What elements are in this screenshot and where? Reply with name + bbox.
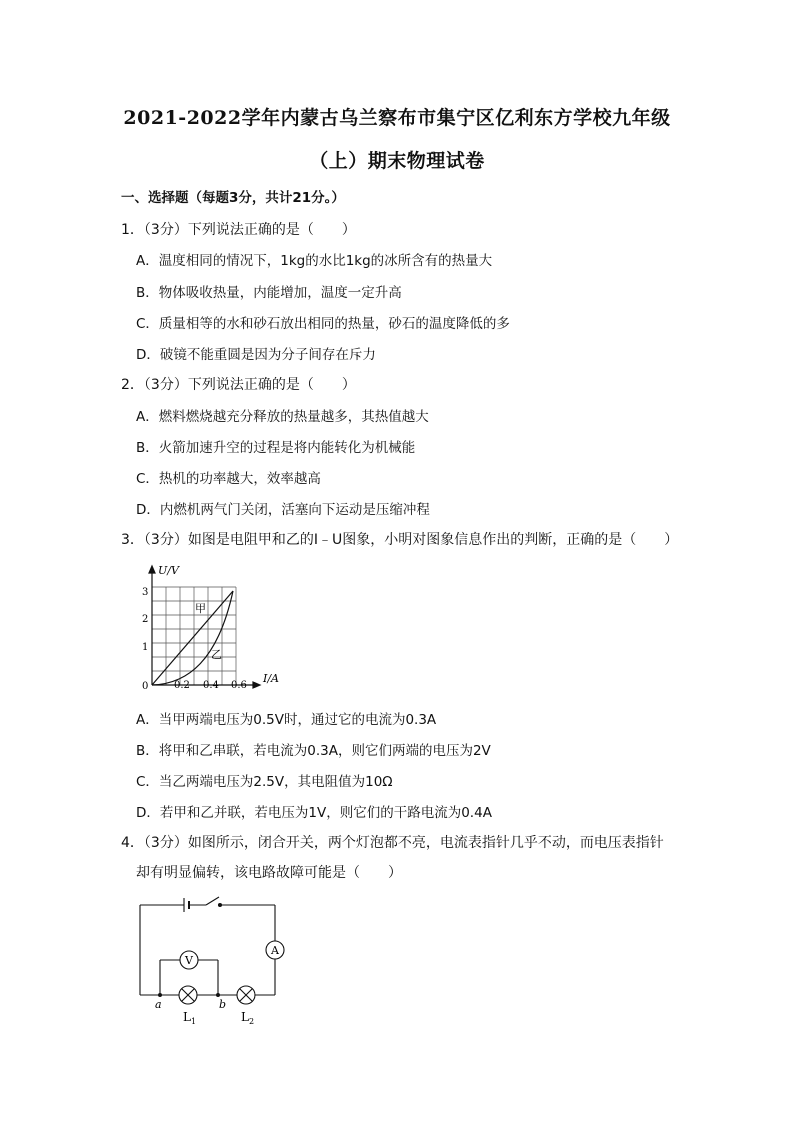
lamp-l1-label: $L_1$: [183, 1010, 197, 1026]
question-1-option-a: A．温度相同的情况下，1kg的水比1kg的冰所含有的热量大: [136, 253, 493, 269]
x-tick-0-2: 0.2: [174, 680, 190, 691]
question-1-stem: 1．（3分）下列说法正确的是（ ）: [121, 222, 356, 238]
y-axis-arrow: [149, 566, 155, 573]
curve-label-jia: 甲: [195, 602, 206, 615]
exam-title-line2: （上）期末物理试卷: [309, 150, 485, 172]
junction-a: [158, 993, 162, 997]
question-1-option-b: B．物体吸收热量，内能增加，温度一定升高: [136, 285, 402, 301]
question-2-option-b: B．火箭加速升空的过程是将内能转化为机械能: [136, 440, 416, 456]
question-3-option-d: D．若甲和乙并联，若电压为1V，则它们的干路电流为0.4A: [136, 805, 492, 821]
question-1-option-c: C．质量相等的水和砂石放出相同的热量，砂石的温度降低的多: [136, 316, 510, 332]
y-axis-label: U/V: [158, 564, 179, 577]
voltmeter-label: V: [185, 954, 193, 967]
iu-graph: [138, 560, 298, 692]
point-a-label: a: [155, 998, 162, 1011]
ammeter-label: A: [271, 944, 279, 957]
question-3-option-a: A．当甲两端电压为0.5V时，通过它的电流为0.3A: [136, 712, 437, 728]
x-axis-arrow: [253, 682, 260, 688]
question-1-option-d: D．破镜不能重圆是因为分子间存在斥力: [136, 347, 376, 363]
origin-label: 0: [142, 681, 149, 692]
question-3-option-b: B．将甲和乙串联，若电流为0.3A，则它们两端的电压为2V: [136, 743, 491, 759]
question-2-stem: 2．（3分）下列说法正确的是（ ）: [121, 377, 356, 393]
question-4-stem-line1: 4．（3分）如图所示，闭合开关，两个灯泡都不亮，电流表指针几乎不动，而电压表指针: [121, 835, 664, 851]
y-tick-2: 2: [142, 614, 149, 625]
section-heading: 一、选择题（每题3分，共计21分。）: [121, 190, 345, 206]
y-tick-1: 1: [142, 642, 149, 653]
question-3-stem: 3．（3分）如图是电阻甲和乙的I﹣U图象，小明对图象信息作出的判断，正确的是（ ）: [121, 532, 679, 548]
x-axis-label: I/A: [263, 672, 279, 685]
y-tick-3: 3: [142, 587, 149, 598]
question-4-stem-line2: 却有明显偏转，该电路故障可能是（ ）: [136, 865, 402, 881]
point-b-label: b: [219, 998, 227, 1011]
question-2-option-d: D．内燃机两气门关闭，活塞向下运动是压缩冲程: [136, 502, 430, 518]
x-tick-0-4: 0.4: [203, 680, 219, 691]
lamp-l2-label: $L_2$: [241, 1010, 255, 1026]
exam-title-line1: 2021-2022学年内蒙古乌兰察布市集宁区亿利东方学校九年级: [123, 107, 671, 129]
question-3-option-c: C．当乙两端电压为2.5V，其电阻值为10Ω: [136, 774, 393, 790]
curve-label-yi: 乙: [211, 648, 222, 661]
switch-contact: [219, 904, 222, 907]
junction-b: [216, 993, 220, 997]
switch-lever: [206, 897, 219, 905]
circuit-diagram: [130, 892, 300, 1032]
x-tick-0-6: 0.6: [231, 680, 247, 691]
question-2-option-a: A．燃料燃烧越充分释放的热量越多，其热值越大: [136, 409, 429, 425]
question-2-option-c: C．热机的功率越大，效率越高: [136, 471, 321, 487]
